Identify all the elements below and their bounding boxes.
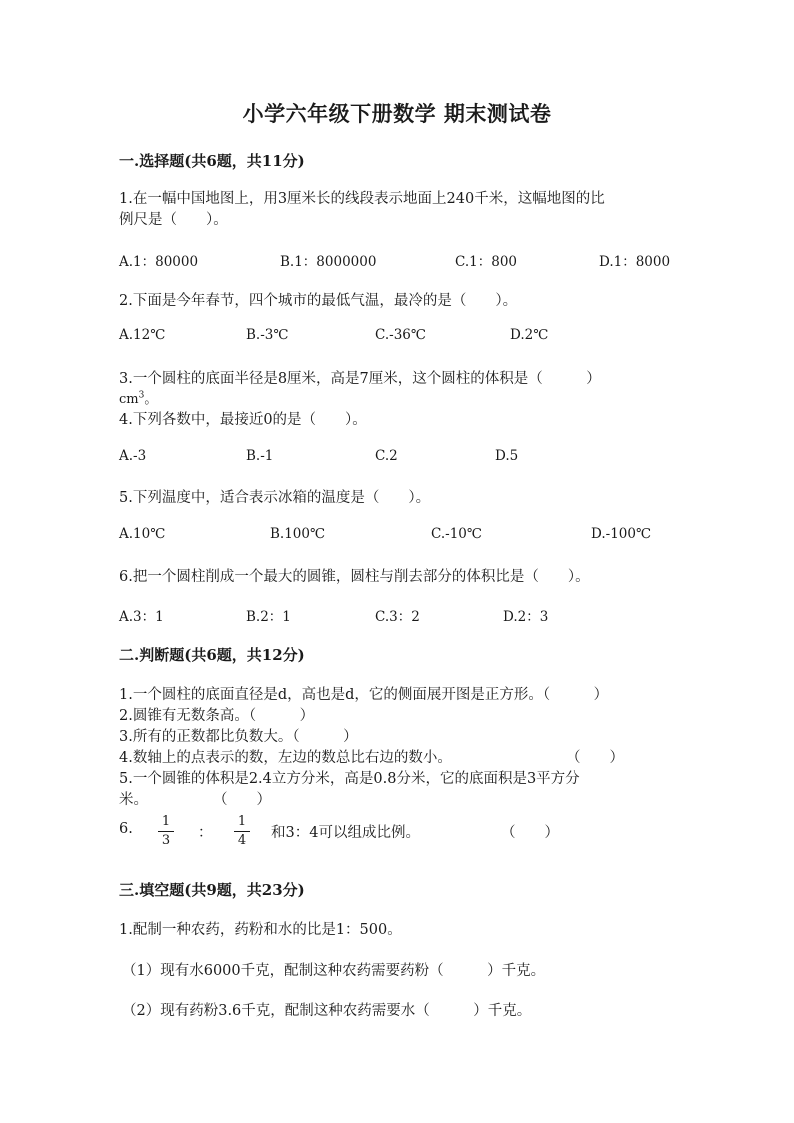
question-1-3-line1: 3.一个圆柱的底面半径是8厘米，高是7厘米，这个圆柱的体积是（ ）	[119, 371, 601, 387]
fraction-denominator: 4	[237, 833, 247, 848]
option-c: C.2	[375, 448, 398, 464]
question-1-3-line2	[119, 388, 157, 407]
option-a: A.3：1	[119, 609, 164, 625]
option-a: A.1：80000	[119, 254, 199, 270]
option-d: D.-100℃	[591, 526, 652, 542]
question-1-5: 5.下列温度中，适合表示冰箱的温度是（ ）。	[119, 490, 431, 506]
fraction-denominator: 3	[161, 833, 171, 848]
option-b: B.-1	[246, 448, 274, 464]
page-title: 小学六年级下册数学 期末测试卷	[242, 101, 552, 126]
fill-1-part-1: （1）现有水6000千克，配制这种农药需要药粉（ ）千克。	[122, 963, 546, 979]
question-1-1-line1: 1.在一幅中国地图上，用3厘米长的线段表示地面上240千米，这幅地图的比	[119, 191, 605, 207]
fraction-one-fourth	[234, 814, 250, 849]
judgement-1: 1.一个圆柱的底面直径是d，高也是d，它的侧面展开图是正方形。（ ）	[119, 687, 609, 703]
judgement-5-line1: 5.一个圆锥的体积是2.4立方分米，高是0.8分米，它的底面积是3平方分	[119, 771, 580, 787]
section-heading-judgement: 二.判断题(共6题，共12分)	[119, 646, 305, 664]
option-b: B.100℃	[270, 526, 326, 542]
unit-text: cm	[119, 392, 139, 407]
option-c: C.-10℃	[431, 526, 482, 542]
fill-1-part-2: （2）现有药粉3.6千克，配制这种农药需要水（ ）千克。	[122, 1003, 532, 1019]
option-c: C.-36℃	[375, 327, 426, 343]
judgement-5-blank: （ ）	[213, 792, 271, 808]
question-1-2: 2.下面是今年春节，四个城市的最低气温，最冷的是（ ）。	[119, 293, 518, 309]
option-b: B.2：1	[246, 609, 291, 625]
judgement-6-blank: （ ）	[501, 825, 559, 841]
option-a: A.12℃	[119, 327, 166, 343]
fraction-numerator: 1	[161, 814, 171, 829]
judgement-2: 2.圆锥有无数条高。（ ）	[119, 708, 315, 724]
fraction-numerator: 1	[237, 814, 247, 829]
unit-tail: 。	[144, 392, 158, 407]
option-a: A.10℃	[119, 526, 166, 542]
judgement-5-line2: 米。	[119, 792, 148, 808]
section-heading-choice: 一.选择题(共6题，共11分)	[119, 152, 305, 170]
unit-superscript: 3	[138, 390, 145, 401]
ratio-colon: ：	[198, 825, 213, 841]
question-1-4: 4.下列各数中，最接近0的是（ ）。	[119, 412, 367, 428]
option-d: D.1：8000	[599, 254, 671, 270]
fraction-one-third	[158, 814, 174, 849]
option-b: B.-3℃	[246, 327, 289, 343]
option-d: D.2℃	[510, 327, 549, 343]
option-b: B.1：8000000	[280, 254, 377, 270]
fraction-bar	[234, 831, 250, 832]
judgement-6-number: 6.	[119, 821, 133, 837]
judgement-4-blank: （ ）	[566, 750, 624, 766]
option-d: D.2：3	[503, 609, 549, 625]
question-1-1-line2: 例尺是（ ）。	[119, 212, 228, 228]
judgement-6-text: 和3：4可以组成比例。	[271, 825, 420, 841]
judgement-4-text: 4.数轴上的点表示的数，左边的数总比右边的数小。	[119, 750, 452, 766]
option-c: C.3：2	[375, 609, 420, 625]
question-1-6: 6.把一个圆柱削成一个最大的圆锥，圆柱与削去部分的体积比是（ ）。	[119, 569, 590, 585]
judgement-3: 3.所有的正数都比负数大。（ ）	[119, 729, 358, 745]
fraction-bar	[158, 831, 174, 832]
option-c: C.1：800	[455, 254, 517, 270]
option-d: D.5	[495, 448, 519, 464]
fill-1: 1.配制一种农药，药粉和水的比是1：500。	[119, 922, 402, 938]
section-heading-fill: 三.填空题(共9题，共23分)	[119, 881, 305, 899]
option-a: A.-3	[119, 448, 147, 464]
